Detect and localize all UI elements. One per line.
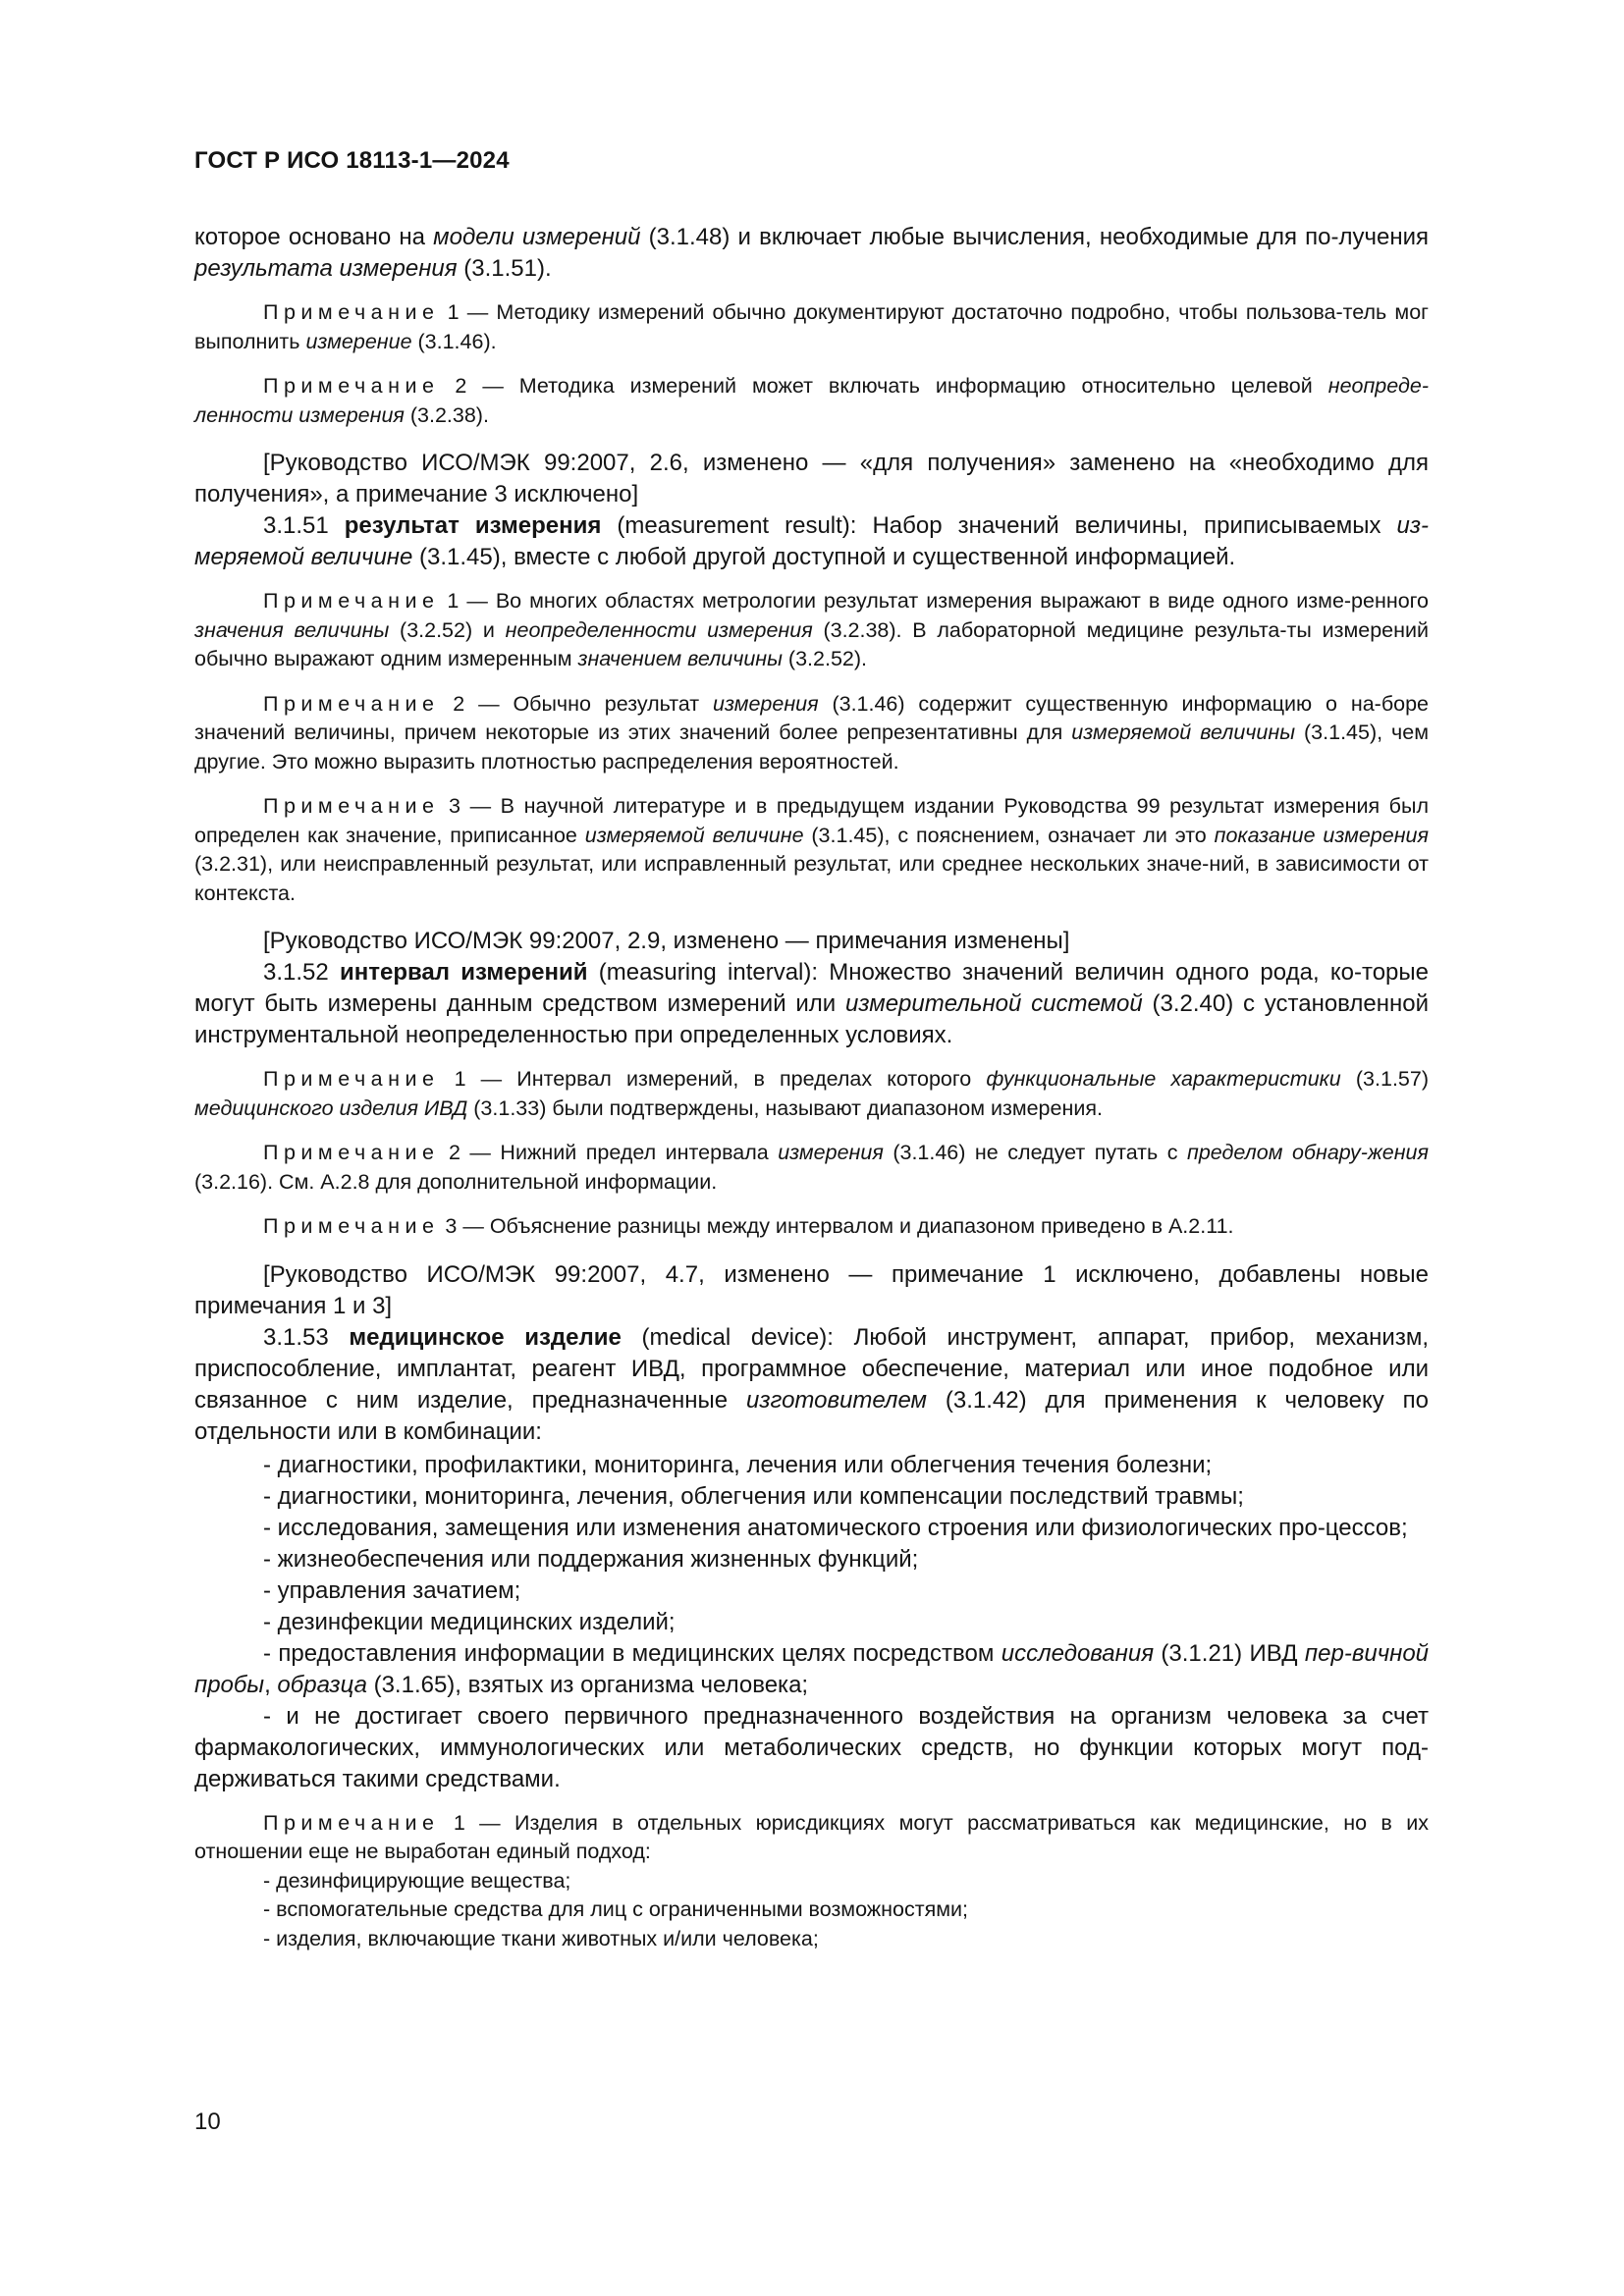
note-3-1-53-1: Примечание 1 — Изделия в отдельных юрисдикциях могут рассматриваться как медицинские, но в их отношении еще не выработан единый подход: xyxy=(194,1810,1429,1863)
list-item: - и не достигает своего первичного предназначенного воздействия на организм человека за счет фармакологических, иммунологических или метаболических средств, но функции которых могут под-держиваться такими средствами. xyxy=(194,1702,1429,1792)
term-3-1-52: 3.1.52 интервал измерений (measuring interval): Множество значений величин одного рода, ко-торые могут быть измерены данным средством измерений или измерительной системой (3.2.40) с установленной инструментальной неопределенностью при определенных условиях. xyxy=(194,959,1429,1048)
note-list-item: - дезинфицирующие вещества; xyxy=(263,1868,571,1893)
note-list-item: - вспомогательные средства для лиц с ограниченными возможностями; xyxy=(263,1897,969,1921)
term-3-1-51: 3.1.51 результат измерения (measurement result): Набор значений величины, приписываемых из-меряемой величине (3.1.45), вместе с любой другой доступной и существенной информацией. xyxy=(194,512,1430,570)
note-3-1-52-2: Примечание 2 — Нижний предел интервала измерения (3.1.46) не следует путать с пределом обнару-жения (3.2.16). См. А.2.8 для дополнительной информации. xyxy=(194,1141,1429,1194)
list-item: - диагностики, мониторинга, лечения, облегчения или компенсации последствий травмы; xyxy=(263,1482,1244,1510)
list-item: - дезинфекции медицинских изделий; xyxy=(263,1608,676,1635)
note-3-1-52-1: Примечание 1 — Интервал измерений, в пределах которого функциональные характеристики (3.1.57) медицинского изделия ИВД (3.1.33) были подтверждены, называют диапазоном измерения. xyxy=(194,1067,1429,1120)
note-3-1-51-1: Примечание 1 — Во многих областях метрологии результат измерения выражают в виде одного изме-ренного значения величины (3.2.52) и неопределенности измерения (3.2.38). В лабораторной медицине результа-ты измерений обычно выражают одним измеренным значением величины (3.2.52). xyxy=(194,589,1430,670)
note-3-1-51-3: Примечание 3 — В научной литературе и в предыдущем издании Руководства 99 результат измерения был определен как значение, приписанное измеряемой величине (3.1.45), с пояснением, означает ли это показание измерения (3.2.31), или неисправленный результат, или исправленный результат, или среднее нескольких значе-ний, в зависимости от контекста. xyxy=(194,794,1429,905)
list-item: - управления зачатием; xyxy=(263,1576,521,1604)
list-item: - предоставления информации в медицинских целях посредством исследования (3.1.21) ИВД пер-вичной пробы, образца (3.1.65), взятых из организма человека; xyxy=(194,1639,1430,1698)
term-3-1-53: 3.1.53 медицинское изделие (medical device): Любой инструмент, аппарат, прибор, механизм, приспособление, имплантат, реагент ИВД, программное обеспечение, материал или иное подобное или связанное с ним изделие, предназначенные изготовителем (3.1.42) для применения к человеку по отдельности или в комбинации: xyxy=(194,1323,1429,1445)
note-list-item: - изделия, включающие ткани животных и/или человека; xyxy=(263,1926,819,1950)
document-body xyxy=(194,222,1429,1953)
document-header: ГОСТ Р ИСО 18113-1—2024 xyxy=(194,147,510,174)
note-2: Примечание 2 — Методика измерений может включать информацию относительно целевой неопреде-ленности измерения (3.2.38). xyxy=(194,374,1429,427)
note-3-1-52-3: Примечание 3 — Объяснение разницы между интервалом и диапазоном приведено в А.2.11. xyxy=(263,1214,1234,1238)
list-item: - исследования, замещения или изменения анатомического строения или физиологических про-цессов; xyxy=(263,1514,1408,1541)
list-item: - жизнеобеспечения или поддержания жизненных функций; xyxy=(263,1545,919,1573)
reference-4-7: [Руководство ИСО/МЭК 99:2007, 4.7, изменено — примечание 1 исключено, добавлены новые примечания 1 и 3] xyxy=(194,1260,1429,1319)
page-number: 10 xyxy=(194,2109,221,2135)
note-1: Примечание 1 — Методику измерений обычно документируют достаточно подробно, чтобы пользова-тель мог выполнить измерение (3.1.46). xyxy=(194,300,1429,353)
reference-2-9: [Руководство ИСО/МЭК 99:2007, 2.9, изменено — примечания изменены] xyxy=(263,928,1070,954)
list-item: - диагностики, профилактики, мониторинга, лечения или облегчения течения болезни; xyxy=(263,1451,1213,1478)
note-3-1-51-2: Примечание 2 — Обычно результат измерения (3.1.46) содержит существенную информацию о на-боре значений величины, причем некоторые из этих значений более репрезентативны для измеряемой величины (3.1.45), чем другие. Это можно выразить плотностью распределения вероятностей. xyxy=(194,691,1430,774)
paragraph-3-1-50-continuation: которое основано на модели измерений (3.1.48) и включает любые вычисления, необходимые для по-лучения результата измерения (3.1.51). xyxy=(194,224,1429,282)
reference-2-6: [Руководство ИСО/МЭК 99:2007, 2.6, изменено — «для получения» заменено на «необходимо для получения», а примечание 3 исключено] xyxy=(194,450,1429,507)
